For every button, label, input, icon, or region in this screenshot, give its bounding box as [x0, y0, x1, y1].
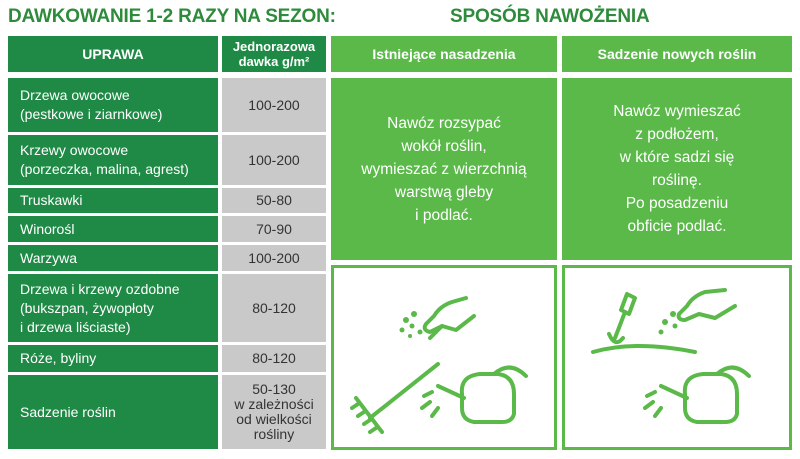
rake-icon: [352, 364, 438, 432]
method-text-new: Nawóz wymieszać z podłożem, w które sadzi się roślinę. Po posadzeniu obficie podlać.: [562, 78, 792, 260]
illustration-new-svg: [565, 268, 789, 447]
table-header-crop: UPRAWA: [8, 36, 218, 72]
table-row-crop: Drzewa owocowe (pestkowe i ziarnkowe): [8, 78, 218, 132]
illustration-new: [562, 265, 792, 450]
table-row-crop: Truskawki: [8, 188, 218, 213]
table-row-dose: 80-120: [222, 345, 326, 372]
table-row-crop: Drzewa i krzewy ozdobne (bukszpan, żywopłoty i drzewa liściaste): [8, 274, 218, 342]
method-header-existing: Istniejące nasadzenia: [331, 36, 557, 72]
table-row-dose: 50-80: [222, 188, 326, 213]
table-row-dose: 80-120: [222, 274, 326, 342]
table-row-crop: Warzywa: [8, 245, 218, 271]
table-row-dose: 100-200: [222, 78, 326, 132]
illustration-existing-svg: [334, 268, 554, 447]
table-row-crop: Winorośl: [8, 216, 218, 242]
table-header-dose: Jednorazowa dawka g/m²: [222, 36, 326, 72]
table-row-crop: Krzewy owocowe (porzeczka, malina, agrest): [8, 135, 218, 185]
table-row-crop: Róże, byliny: [8, 345, 218, 372]
dosage-title: DAWKOWANIE 1-2 RAZY NA SEZON:: [8, 6, 336, 27]
method-header-new: Sadzenie nowych roślin: [562, 36, 792, 72]
trowel-icon: [593, 294, 695, 352]
table-row-dose: 100-200: [222, 245, 326, 271]
method-title: SPOSÓB NAWOŻENIA: [450, 6, 650, 27]
illustration-existing: [331, 265, 557, 450]
table-row-dose: 70-90: [222, 216, 326, 242]
hand-scattering-icon: [659, 290, 736, 335]
table-row-dose: 100-200: [222, 135, 326, 185]
watering-can-icon: [645, 367, 749, 422]
method-text-existing: Nawóz rozsypać wokół roślin, wymieszać z wierzchnią warstwą gleby i podlać.: [331, 78, 557, 260]
hand-scattering-icon: [400, 298, 475, 338]
watering-can-icon: [422, 367, 526, 422]
table-row-crop: Sadzenie roślin: [8, 375, 218, 449]
table-row-dose: 50-130 w zależności od wielkości rośliny: [222, 375, 326, 449]
